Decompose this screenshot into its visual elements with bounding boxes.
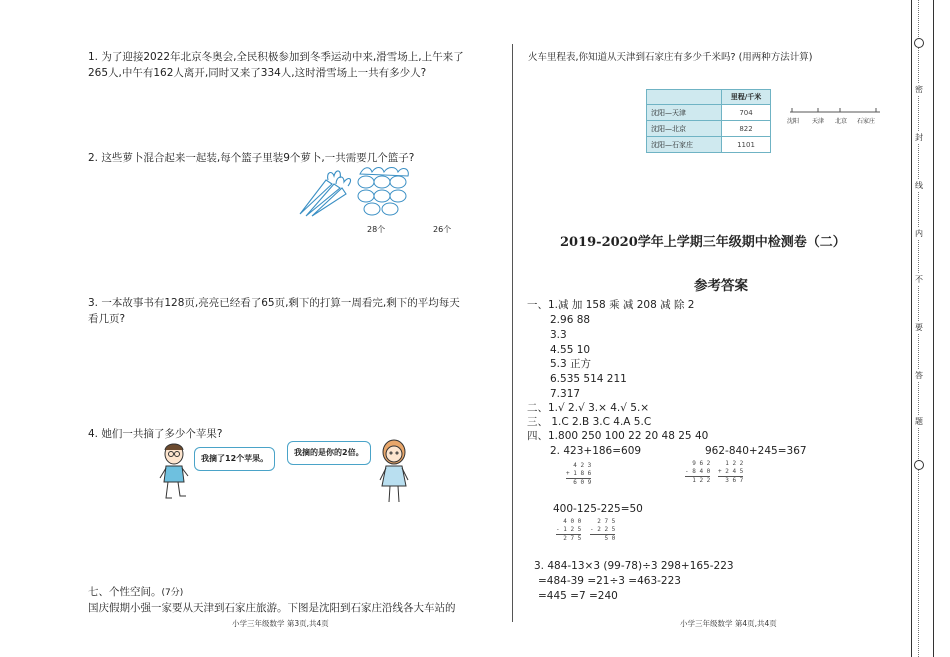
binding-char: 题 bbox=[915, 417, 923, 426]
question-1-line2: 265人,中午有162人离开,同时又来了334人,这时滑雪场上一共有多少人? bbox=[88, 67, 427, 79]
answer-line: =484-39 =21÷3 =463-223 bbox=[538, 575, 681, 587]
vertical-calc: 9 6 2 - 8 4 0 1 2 2 bbox=[685, 460, 711, 484]
page-divider bbox=[512, 44, 513, 622]
answer-line: 2.96 88 bbox=[550, 314, 591, 326]
answer-line: 2. 423+186=609 bbox=[550, 445, 642, 457]
station-label: 天津 bbox=[812, 118, 825, 125]
binding-hole-icon bbox=[914, 460, 924, 470]
radishes-illustration bbox=[356, 164, 412, 218]
vertical-calc: 4 2 3 + 1 8 6 6 0 9 bbox=[566, 462, 592, 486]
right-page-footer: 小学三年级数学 第4页,共4页 bbox=[680, 619, 777, 628]
table-route: 沈阳—石家庄 bbox=[647, 137, 722, 153]
distance-table bbox=[646, 89, 771, 153]
binding-char: 封 bbox=[915, 133, 923, 142]
section-7-text: 国庆假期小强一家要从天津到石家庄旅游。下图是沈阳到石家庄沿线各大车站的 bbox=[88, 602, 456, 614]
table-km: 704 bbox=[722, 105, 771, 121]
answer-line: 962-840+245=367 bbox=[705, 445, 807, 457]
vertical-calc: 1 2 2 + 2 4 5 3 6 7 bbox=[718, 460, 744, 484]
binding-line bbox=[933, 0, 934, 657]
answer-line: 3.3 bbox=[550, 329, 567, 341]
left-page-footer: 小学三年级数学 第3页,共4页 bbox=[232, 619, 329, 628]
binding-char: 线 bbox=[915, 181, 923, 190]
answer-line: 7.317 bbox=[550, 388, 581, 400]
binding-char: 答 bbox=[915, 371, 923, 380]
speech-bubble-1: 我摘了12个苹果。 bbox=[194, 447, 275, 471]
vertical-calc: 2 7 5 - 2 2 5 5 0 bbox=[590, 518, 616, 542]
section-7-heading: 七、个性空间。 bbox=[88, 586, 162, 598]
girl-2-illustration bbox=[374, 438, 414, 508]
binding-line bbox=[911, 0, 912, 657]
binding-char: 密 bbox=[915, 85, 923, 94]
answer-line: 6.535 514 211 bbox=[550, 373, 627, 385]
answer-line: 5.3 正方 bbox=[550, 358, 592, 370]
binding-char: 不 bbox=[915, 275, 923, 284]
table-route: 沈阳—天津 bbox=[647, 105, 722, 121]
answer-line: 三、 1.C 2.B 3.C 4.A 5.C bbox=[527, 416, 652, 428]
answer-line: 一、1.减 加 158 乘 减 208 减 除 2 bbox=[527, 299, 695, 311]
binding-char: 要 bbox=[915, 323, 923, 332]
exam-title: 2019-2020学年上学期三年级期中检测卷（二） bbox=[560, 235, 846, 250]
table-km: 1101 bbox=[722, 137, 771, 153]
section-7-score: (7分) bbox=[161, 588, 184, 598]
question-3-line2: 看几页? bbox=[88, 313, 126, 325]
station-label: 石家庄 bbox=[857, 118, 876, 125]
answer-title: 参考答案 bbox=[694, 278, 748, 294]
table-header-km: 里程/千米 bbox=[722, 90, 771, 105]
vertical-calc: 4 0 0 - 1 2 5 2 7 5 bbox=[556, 518, 582, 542]
question-2: 2. 这些萝卜混合起来一起装,每个篮子里装9个萝卜,一共需要几个篮子? bbox=[88, 152, 415, 164]
answer-line: 二、1.√ 2.√ 3.× 4.√ 5.× bbox=[527, 402, 650, 414]
answer-line: =445 =7 =240 bbox=[538, 590, 618, 602]
station-label: 沈阳 bbox=[787, 118, 800, 125]
section-7-continued: 火车里程表,你知道从天津到石家庄有多少千米吗? (用两种方法计算) bbox=[528, 52, 813, 63]
station-label: 北京 bbox=[835, 118, 848, 125]
question-4: 4. 她们一共摘了多少个苹果? bbox=[88, 428, 223, 440]
girl-1-illustration bbox=[156, 442, 192, 504]
radish-count: 26个 bbox=[433, 225, 452, 234]
carrot-count: 28个 bbox=[367, 225, 386, 234]
table-km: 822 bbox=[722, 121, 771, 137]
speech-bubble-2: 我摘的是你的2倍。 bbox=[287, 441, 371, 465]
question-1-line1: 1. 为了迎接2022年北京冬奥会,全民积极参加到冬季运动中来,滑雪场上,上午来了 bbox=[88, 51, 464, 63]
binding-char: 内 bbox=[915, 229, 923, 238]
answer-line: 400-125-225=50 bbox=[553, 503, 643, 515]
answer-line: 3. 484-13×3 (99-78)÷3 298+165-223 bbox=[534, 560, 734, 572]
answer-line: 4.55 10 bbox=[550, 344, 591, 356]
answer-line: 四、1.800 250 100 22 20 48 25 40 bbox=[527, 430, 709, 442]
question-3-line1: 3. 一本故事书有128页,亮亮已经看了65页,剩下的打算一周看完,剩下的平均每天 bbox=[88, 297, 460, 309]
table-route: 沈阳—北京 bbox=[647, 121, 722, 137]
table-corner bbox=[647, 90, 722, 105]
binding-hole-icon bbox=[914, 38, 924, 48]
carrots-illustration bbox=[296, 166, 356, 218]
